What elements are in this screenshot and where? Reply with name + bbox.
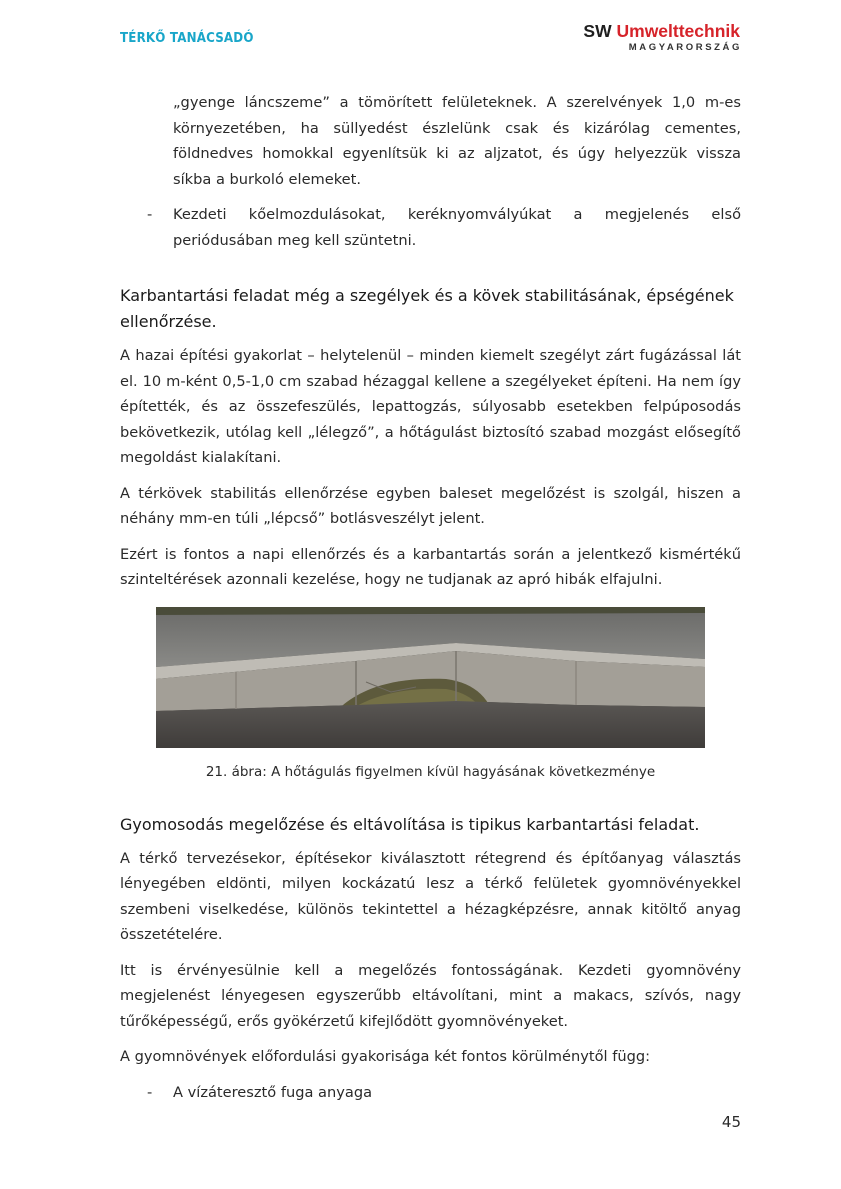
paragraph: A térkő tervezésekor, építésekor kiválasztott rétegrend és építőanyag választás lényegében eldönti, milyen kockázatú lesz a térkő felületek gyomnövényekkel szembeni viselkedése, különös tekintettel a hézagképzésre, annak kitöltő anyag összetételére.: [120, 849, 741, 943]
paragraph: A hazai építési gyakorlat – helytelenül – minden kiemelt szegélyt zárt fugázással lát el. 10 m-ként 0,5-1,0 cm szabad hézaggal kellene a szegélyeket építeni. Ha nem így építették, és az összefeszülés, lepattogzás, súlyosabb esetekben felpúposodás bekövetkezik, utólag kell „lélegző”, a hőtágulást biztosító szabad mozgást elősegítő megoldást kialakítani.: [120, 347, 741, 466]
brand-logo: [570, 21, 740, 53]
brand-name: Umwelttechnik: [616, 21, 740, 41]
bullet-dash: -: [147, 206, 153, 223]
paragraph: A gyomnövények előfordulási gyakorisága két fontos körülménytől függ:: [120, 1048, 651, 1065]
paragraph: Ezért is fontos a napi ellenőrzés és a karbantartás során a jelentkező kismértékű szinteltérések azonnali kezelése, hogy ne tudjanak az apró hibák elfajulni.: [120, 545, 741, 588]
bullet-dash: -: [147, 1083, 153, 1101]
figure-caption: 21. ábra: A hőtágulás figyelmen kívül hagyásának következménye: [205, 763, 656, 780]
bullet-item: [120, 202, 741, 253]
header-section-title: TÉRKŐ TANÁCSADÓ: [120, 30, 254, 46]
brand-wordmark: [570, 21, 740, 41]
bullet-text: Kezdeti kőelmozdulásokat, keréknyomvályúkat a megjelenés első periódusában meg kell szüntetni.: [173, 206, 741, 249]
curb-photo: [156, 607, 705, 748]
paragraph-continuation: „gyenge láncszeme” a tömörített felületeknek. A szerelvények 1,0 m-es környezetében, ha süllyedést észlelünk csak és kizárólag cementes, földnedves homokkal egyenlítsük ki az aljzatot, és úgy helyezzük vissza síkba a burkoló elemeket.: [173, 94, 741, 188]
brand-country: MAGYARORSZÁG: [628, 42, 742, 53]
figure: [120, 607, 741, 782]
paragraph: A térkövek stabilitás ellenőrzése egyben baleset megelőzést is szolgál, hiszen a néhány mm-en túli „lépcső” botlásveszélyt jelent.: [120, 484, 741, 527]
section-heading: Gyomosodás megelőzése és eltávolítása is tipikus karbantartási feladat.: [120, 814, 700, 834]
page-content: [120, 90, 741, 1115]
bullet-text: A vízáteresztő fuga anyaga: [173, 1083, 373, 1101]
page-number: 45: [721, 1113, 741, 1131]
bullet-item: [120, 1080, 741, 1106]
brand-sw: SW: [583, 21, 612, 41]
section-heading: Karbantartási feladat még a szegélyek és a kövek stabilitásának, épségének ellenőrzése.: [120, 286, 734, 331]
paragraph: Itt is érvényesülnie kell a megelőzés fontosságának. Kezdeti gyomnövény megjelenést lényegesen egyszerűbb eltávolítani, mint a makacs, szívós, nagy tűrőképességű, erős gyökérzetű kifejlődött gyomnövényeket.: [120, 961, 741, 1030]
